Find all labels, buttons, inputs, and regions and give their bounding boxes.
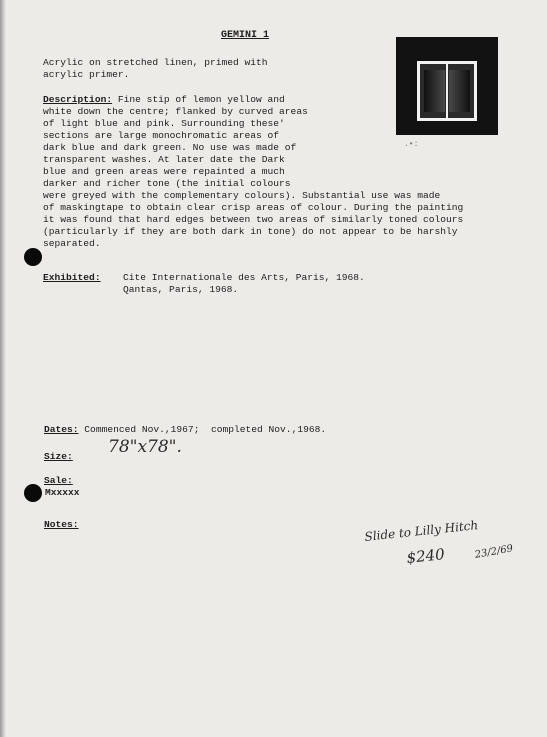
thumbnail-mark: .•: — [404, 140, 419, 149]
description-line-2: of light blue and pink. Surrounding these' — [43, 118, 285, 129]
thumbnail-centre-strip — [446, 64, 448, 118]
description-line-8: were greyed with the complementary colours). Substantial use was made — [43, 190, 441, 201]
thumbnail-left-panel — [424, 70, 445, 112]
handwritten-note-line-1: Slide to Lilly Hitch — [363, 518, 479, 544]
description-line-5: transparent washes. At later date the Dark — [43, 154, 285, 165]
description-line-7: darker and richer tone (the initial colours — [43, 178, 291, 189]
description-line-0: Fine stip of lemon yellow and — [112, 94, 285, 105]
notes-label: Notes: — [44, 519, 79, 530]
description-line-6: blue and green areas were repainted a much — [43, 166, 285, 177]
thumbnail-painting — [417, 61, 477, 121]
handwritten-price: $240 — [405, 545, 446, 567]
punch-hole-top — [24, 248, 42, 266]
description-label: Description: — [43, 94, 113, 105]
artwork-thumbnail — [396, 37, 498, 135]
size-value: 78"x78". — [108, 437, 182, 457]
description-line-9: of maskingtape to obtain clear crisp areas of colour. During the painting — [43, 202, 464, 213]
exhibited-line-2: Qantas, Paris, 1968. — [123, 284, 239, 295]
medium-line-1: Acrylic on stretched linen, primed with — [43, 57, 268, 68]
sale-value: Mxxxxx — [45, 487, 80, 498]
description-line-1: white down the centre; flanked by curved areas — [43, 106, 308, 117]
page-title: GEMINI 1 — [221, 30, 270, 41]
description-line-4: dark blue and dark green. No use was made of — [43, 142, 297, 153]
description-line-3: sections are large monochromatic areas of — [43, 130, 280, 141]
dates-label: Dates: — [44, 424, 79, 435]
medium-line-2: acrylic primer. — [43, 69, 130, 80]
handwritten-date: 23/2/69 — [474, 543, 514, 561]
dates-line — [44, 424, 326, 436]
exhibited-label: Exhibited: — [43, 272, 101, 283]
size-label: Size: — [44, 451, 73, 462]
description-line-12: separated. — [43, 238, 101, 249]
description-first-line — [43, 94, 285, 106]
thumbnail-right-panel — [449, 70, 470, 112]
punch-hole-bottom — [24, 484, 42, 502]
dates-value: Commenced Nov.,1967; completed Nov.,1968. — [78, 424, 327, 435]
exhibited-line-1: Cite Internationale des Arts, Paris, 1968. — [123, 272, 365, 283]
scan-edge-shadow — [0, 0, 6, 737]
description-line-11: (particularly if they are both dark in tone) do not appear to be harshly — [43, 226, 458, 237]
sale-label: Sale: — [44, 475, 73, 486]
description-line-10: it was found that hard edges between two areas of similarly toned colours — [43, 214, 464, 225]
